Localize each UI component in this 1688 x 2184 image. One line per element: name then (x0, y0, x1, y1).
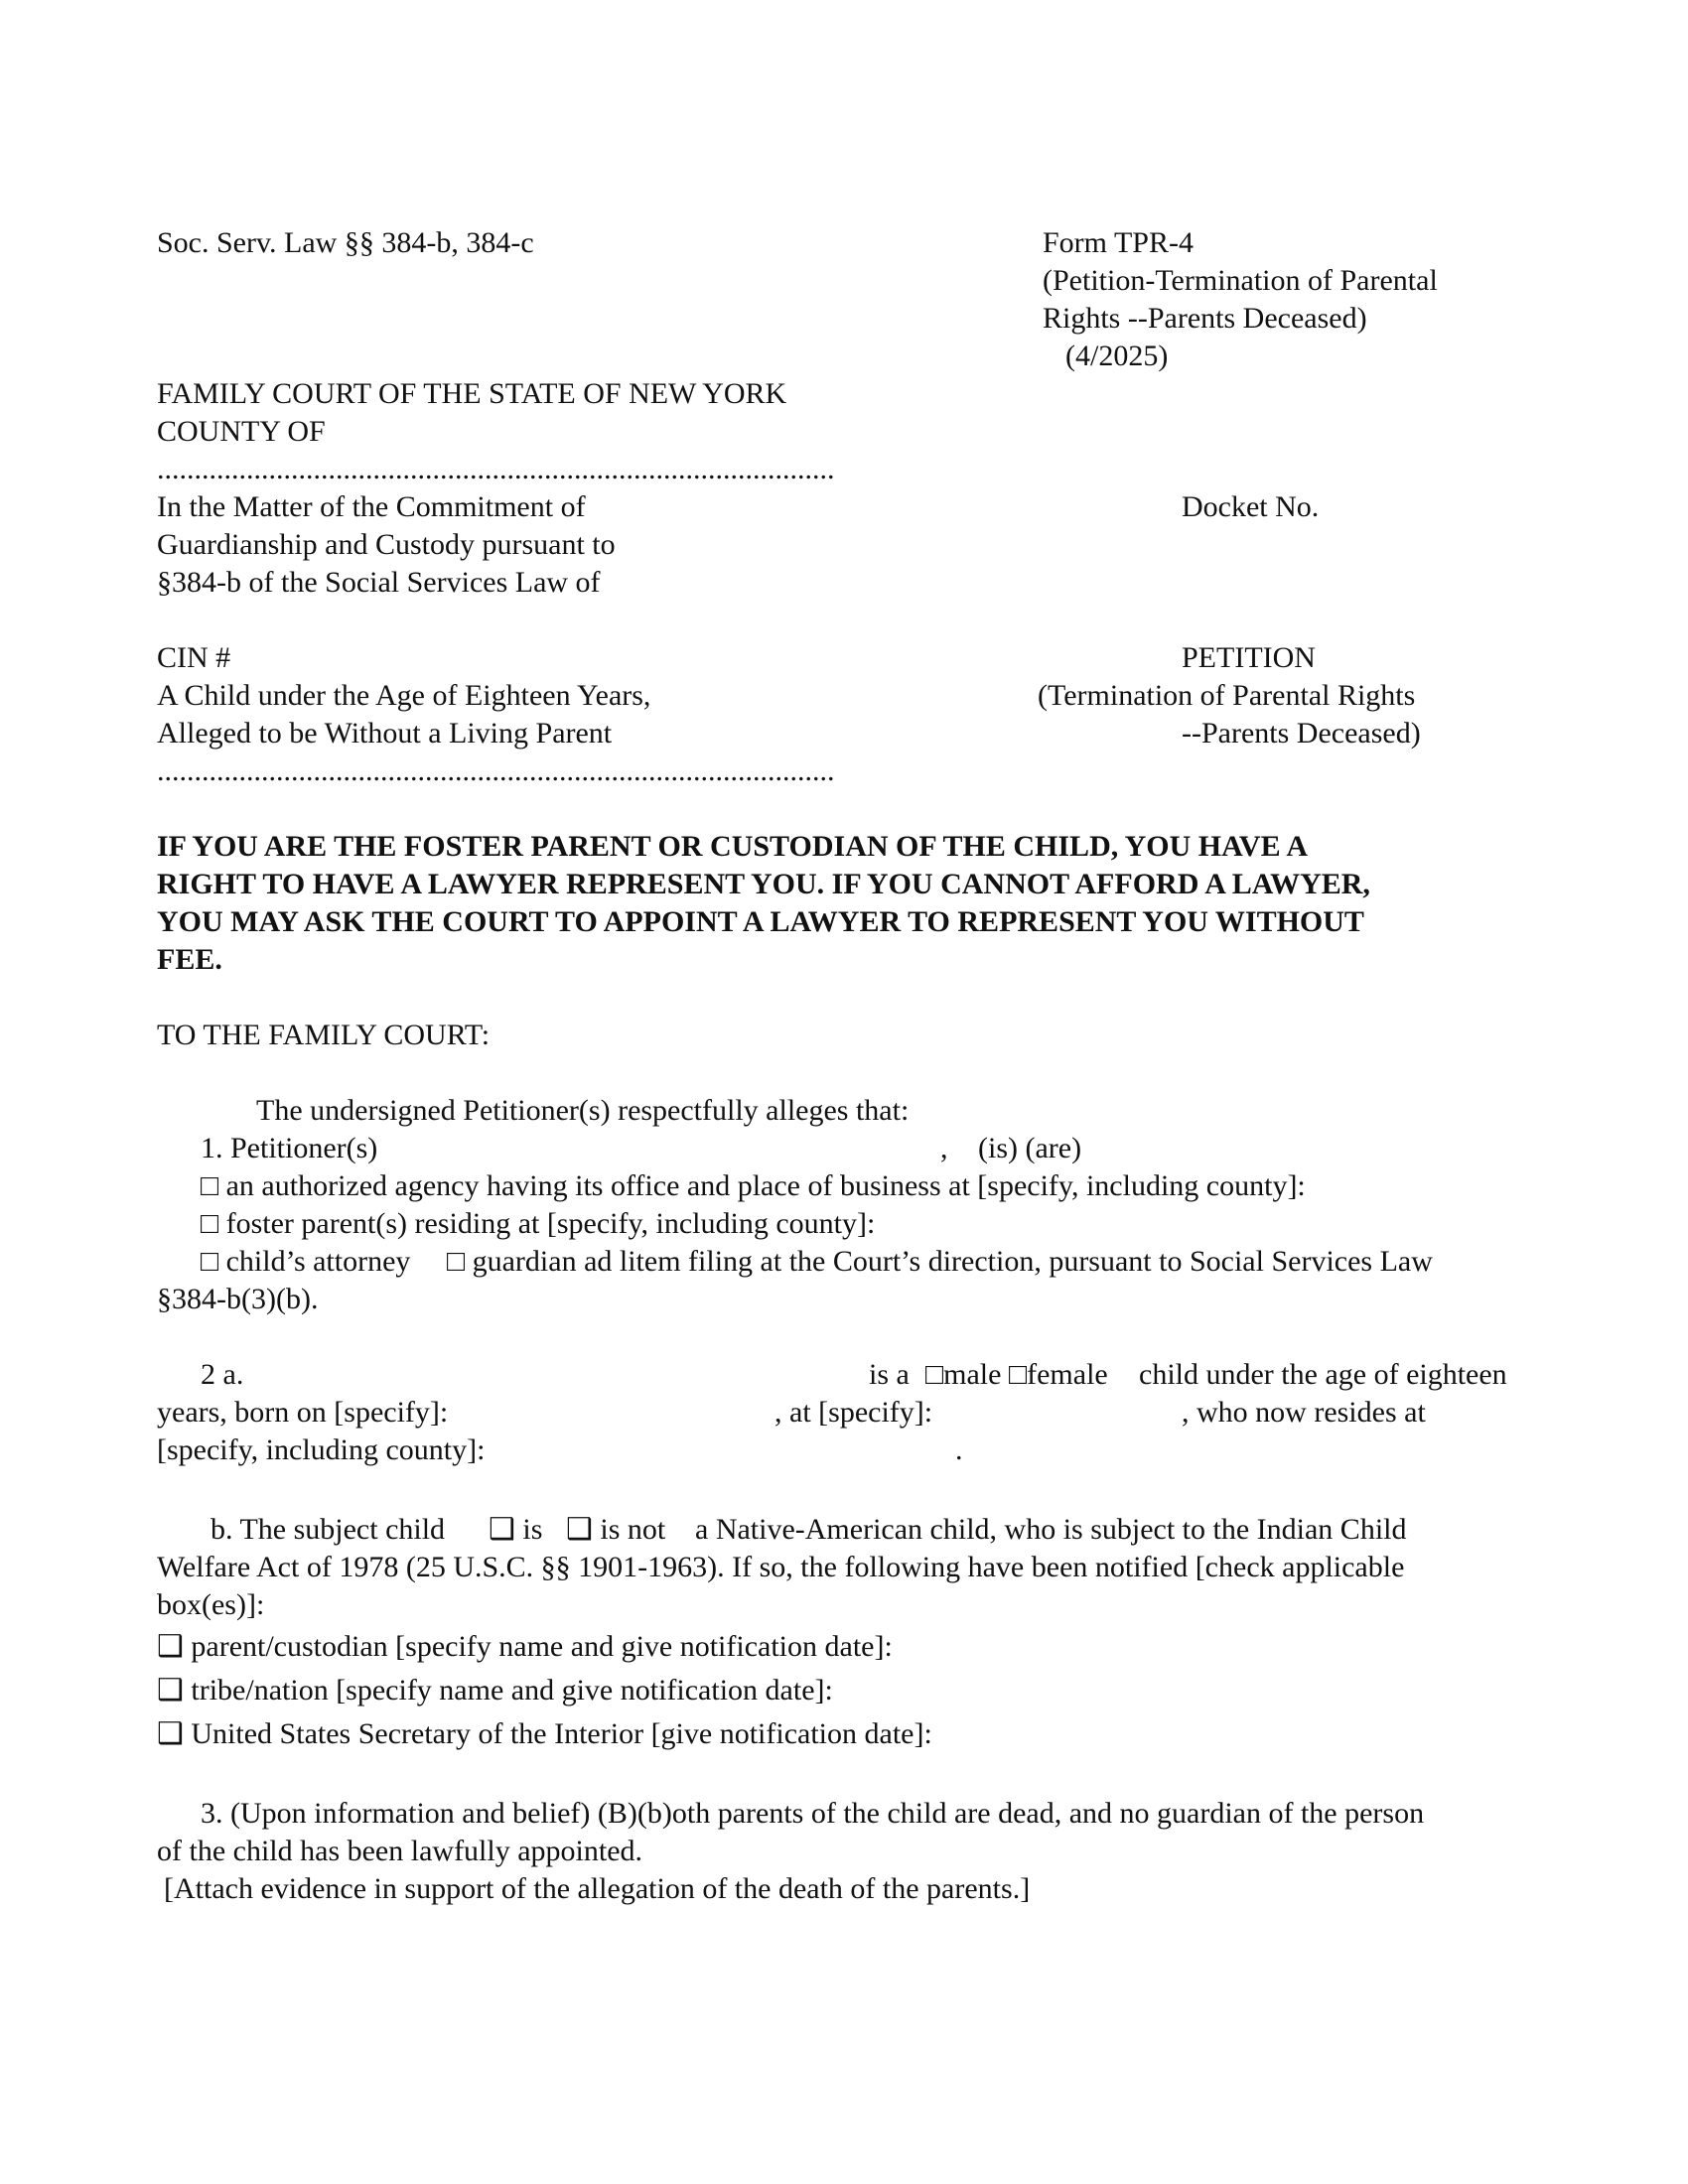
form-description-line2: Rights --Parents Deceased) (1043, 302, 1367, 335)
option-guardian-ad-litem[interactable]: □ guardian ad litem filing at the Court’s direction, pursuant to Social Services Law (447, 1245, 1433, 1278)
statute-citation: Soc. Serv. Law §§ 384-b, 384-c (157, 226, 534, 259)
p2b-line1-end: a Native-American child, who is subject to the Indian Child (695, 1513, 1407, 1546)
form-date: (4/2025) (1065, 340, 1169, 372)
petitioner-label: 1. Petitioner(s) (201, 1132, 378, 1164)
matter-line3: §384-b of the Social Services Law of (157, 566, 601, 599)
p2a-county: [specify, including county]: (157, 1433, 486, 1466)
matter-line2: Guardianship and Custody pursuant to (157, 528, 616, 561)
petitioner-comma: , (940, 1132, 948, 1164)
court-name: FAMILY COURT OF THE STATE OF NEW YORK (157, 377, 787, 410)
option-parent-custodian[interactable]: ❑ parent/custodian [specify name and give notification date]: (157, 1630, 893, 1663)
petition-subtitle-line1: (Termination of Parental Rights (1038, 679, 1416, 712)
p2b-line3: box(es)]: (157, 1588, 265, 1621)
p2b-subject-child: b. The subject child (211, 1513, 446, 1546)
guardian-statute-cont: §384-b(3)(b). (157, 1283, 319, 1315)
p2a-born-on: years, born on [specify]: (157, 1396, 449, 1429)
cin-label: CIN # (157, 641, 231, 674)
petition-subtitle-line2: --Parents Deceased) (1182, 717, 1421, 750)
notice-line1: IF YOU ARE THE FOSTER PARENT OR CUSTODIAN OF THE CHILD, YOU HAVE A (157, 830, 1309, 863)
notice-line2: RIGHT TO HAVE A LAWYER REPRESENT YOU. IF YOU CANNOT AFFORD A LAWYER, (157, 868, 1370, 900)
notice-line3: YOU MAY ASK THE COURT TO APPOINT A LAWYER TO REPRESENT YOU WITHOUT (157, 905, 1364, 938)
option-authorized-agency[interactable]: □ an authorized agency having its office and place of business at [specify, including county]: (201, 1169, 1306, 1202)
option-male[interactable]: □male (925, 1358, 1002, 1391)
docket-label: Docket No. (1182, 490, 1320, 523)
notice-line4: FEE. (157, 943, 222, 976)
salutation: TO THE FAMILY COURT: (157, 1019, 491, 1051)
p3-line2: of the child has been lawfully appointed. (157, 1835, 643, 1867)
option-is-native-american[interactable]: ❑ is (489, 1513, 543, 1546)
form-number: Form TPR-4 (1043, 226, 1194, 259)
p2a-at: , at [specify]: (774, 1396, 933, 1429)
intro-text: The undersigned Petitioner(s) respectfully alleges that: (256, 1094, 910, 1127)
child-line1: A Child under the Age of Eighteen Years, (157, 679, 651, 712)
option-female[interactable]: □female (1009, 1358, 1108, 1391)
p3-line3: [Attach evidence in support of the allegation of the death of the parents.] (164, 1872, 1031, 1905)
p2a-resides-at: , who now resides at (1182, 1396, 1426, 1429)
petition-title: PETITION (1182, 641, 1316, 674)
caption-separator-top: ........................................................................................... (157, 453, 835, 485)
p2a-label: 2 a. (201, 1358, 244, 1391)
caption-separator-bottom: ........................................................................................... (157, 754, 835, 787)
p2a-period: . (955, 1433, 963, 1466)
option-foster-parent[interactable]: □ foster parent(s) residing at [specify, including county]: (201, 1207, 876, 1240)
p2a-age-text: child under the age of eighteen (1139, 1358, 1507, 1391)
p2a-is-a: is a (869, 1358, 910, 1391)
child-line2: Alleged to be Without a Living Parent (157, 717, 613, 750)
p2b-line2: Welfare Act of 1978 (25 U.S.C. §§ 1901-1963). If so, the following have been notified [check applicable (157, 1551, 1405, 1583)
option-childs-attorney[interactable]: □ child’s attorney (201, 1245, 411, 1278)
option-secretary-interior[interactable]: ❑ United States Secretary of the Interior [give notification date]: (157, 1717, 932, 1750)
form-description-line1: (Petition-Termination of Parental (1043, 264, 1438, 297)
option-is-not-native-american[interactable]: ❑ is not (566, 1513, 666, 1546)
option-tribe-nation[interactable]: ❑ tribe/nation [specify name and give notification date]: (157, 1674, 833, 1706)
matter-line1: In the Matter of the Commitment of (157, 490, 586, 523)
county-label: COUNTY OF (157, 415, 326, 448)
p3-line1: 3. (Upon information and belief) (B)(b)oth parents of the child are dead, and no guardian of the person (201, 1797, 1425, 1830)
petitioner-is-are: (is) (are) (978, 1132, 1082, 1164)
